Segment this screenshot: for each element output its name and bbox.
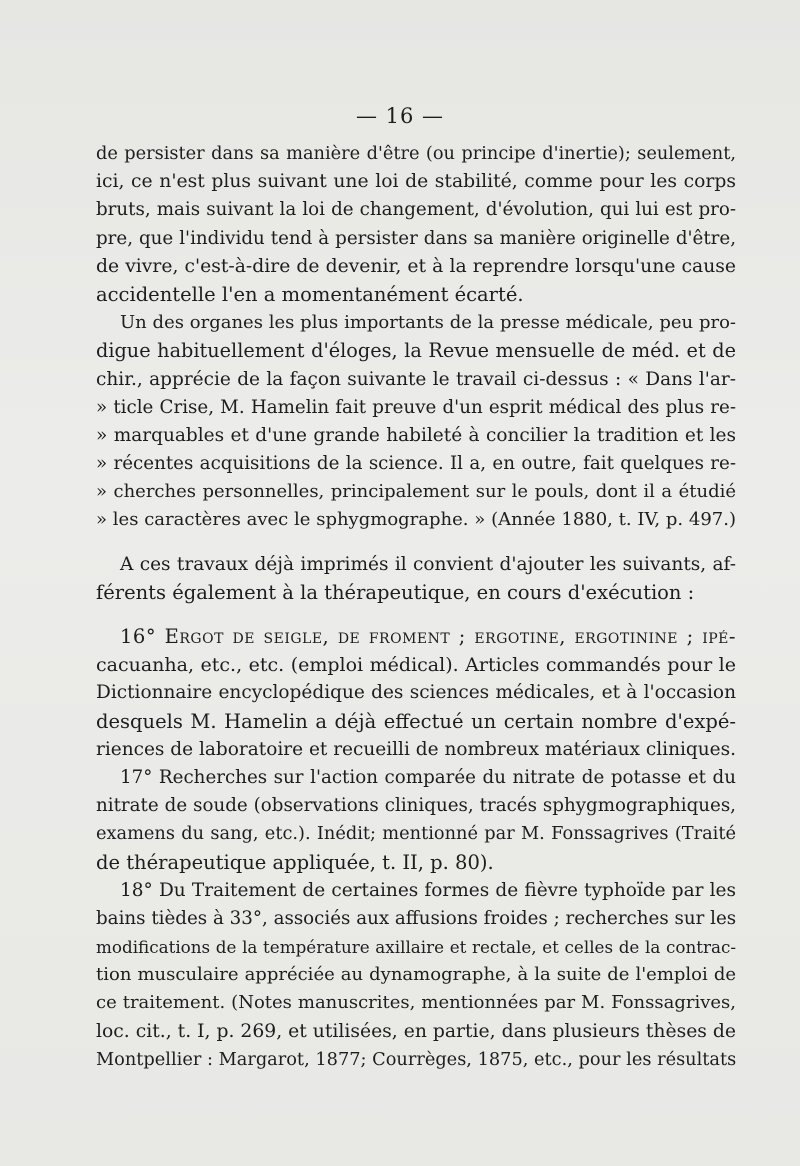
text-line: férents également à la thérapeutique, en cours d'exécution : [96,580,695,604]
paragraph-gap [96,535,736,551]
paragraph-gap [96,607,736,623]
text-line: cacuanha, etc., etc. (emploi médical). Articles commandés pour le [96,654,736,677]
text-line: A ces travaux déjà imprimés il convient d'ajouter les suivants, af- [120,553,736,575]
text-line: digue habituellement d'éloges, la Revue mensuelle de méd. et de [96,339,736,363]
text-line: de thérapeutique appliquée, t. II, p. 80). [96,850,494,874]
text-line: » les caractères avec le sphygmographe. » (Année 1880, t. IV, p. 497.) [96,509,736,531]
text-line: loc. cit., t. I, p. 269, et utilisées, en partie, dans plusieurs thèses de [96,1020,736,1042]
text-line: » ticle Crise, M. Hamelin fait preuve d'un esprit médical des plus re- [96,396,736,418]
text-line: » marquables et d'une grande habileté à concilier la tradition et les [96,424,736,446]
text-line: Montpellier : Margarot, 1877; Courrèges, 1875, etc., pour les résultats [96,1049,737,1070]
text-line: examens du sang, etc.). Inédit; mentionné par M. Fonssagrives (Traité [96,824,736,845]
text-line: 16° Ergot de seigle, de froment ; ergotine, ergotinine ; ipé- [120,625,736,648]
text-line: bains tièdes à 33°, associés aux affusions froides ; recherches sur les [96,907,737,929]
text-line: pre, que l'individu tend à persister dans sa manière originelle d'être, [96,227,736,249]
text-line: chir., apprécie de la façon suivante le travail ci-dessus : « Dans l'ar- [96,368,736,390]
text-line: ce traitement. (Notes manuscrites, mentionnées par M. Fonssagrives, [96,992,736,1014]
text-line: Dictionnaire encyclopédique des sciences médicales, et à l'occasion [96,682,736,704]
text-line: modifications de la température axillaire et rectale, et celles de la contrac- [96,937,736,958]
body-text [96,140,736,1074]
text-line: 17° Recherches sur l'action comparée du nitrate de potasse et du [120,766,736,788]
text-line: » cherches personnelles, principalement sur le pouls, dont il a étudié [96,481,736,503]
text-line: » récentes acquisitions de la science. Il a, en outre, fait quelques re- [96,453,736,475]
text-line: de vivre, c'est-à-dire de devenir, et à la reprendre lorsqu'une cause [96,255,736,277]
text-line: desquels M. Hamelin a déjà effectué un certain nombre d'expé- [96,709,736,733]
text-line: Un des organes les plus importants de la presse médicale, peu pro- [120,312,736,334]
text-line: 18° Du Traitement de certaines formes de fièvre typhoïde par les [120,879,736,901]
text-line: de persister dans sa manière d'être (ou principe d'inertie); seulement, [96,144,736,164]
text-line: bruts, mais suivant la loi de changement, d'évolution, qui lui est pro- [96,199,736,221]
text-line: riences de laboratoire et recueilli de nombreux matériaux cliniques. [96,738,736,760]
page-number: — 16 — [355,104,445,128]
text-line: accidentelle l'en a momentanément écarté. [96,282,524,306]
text-line: nitrate de soude (observations cliniques, tracés sphygmographiques, [96,795,736,817]
text-line: tion musculaire appréciée au dynamographe, à la suite de l'emploi de [96,964,736,986]
text-line: ici, ce n'est plus suivant une loi de stabilité, comme pour les corps [96,171,736,193]
